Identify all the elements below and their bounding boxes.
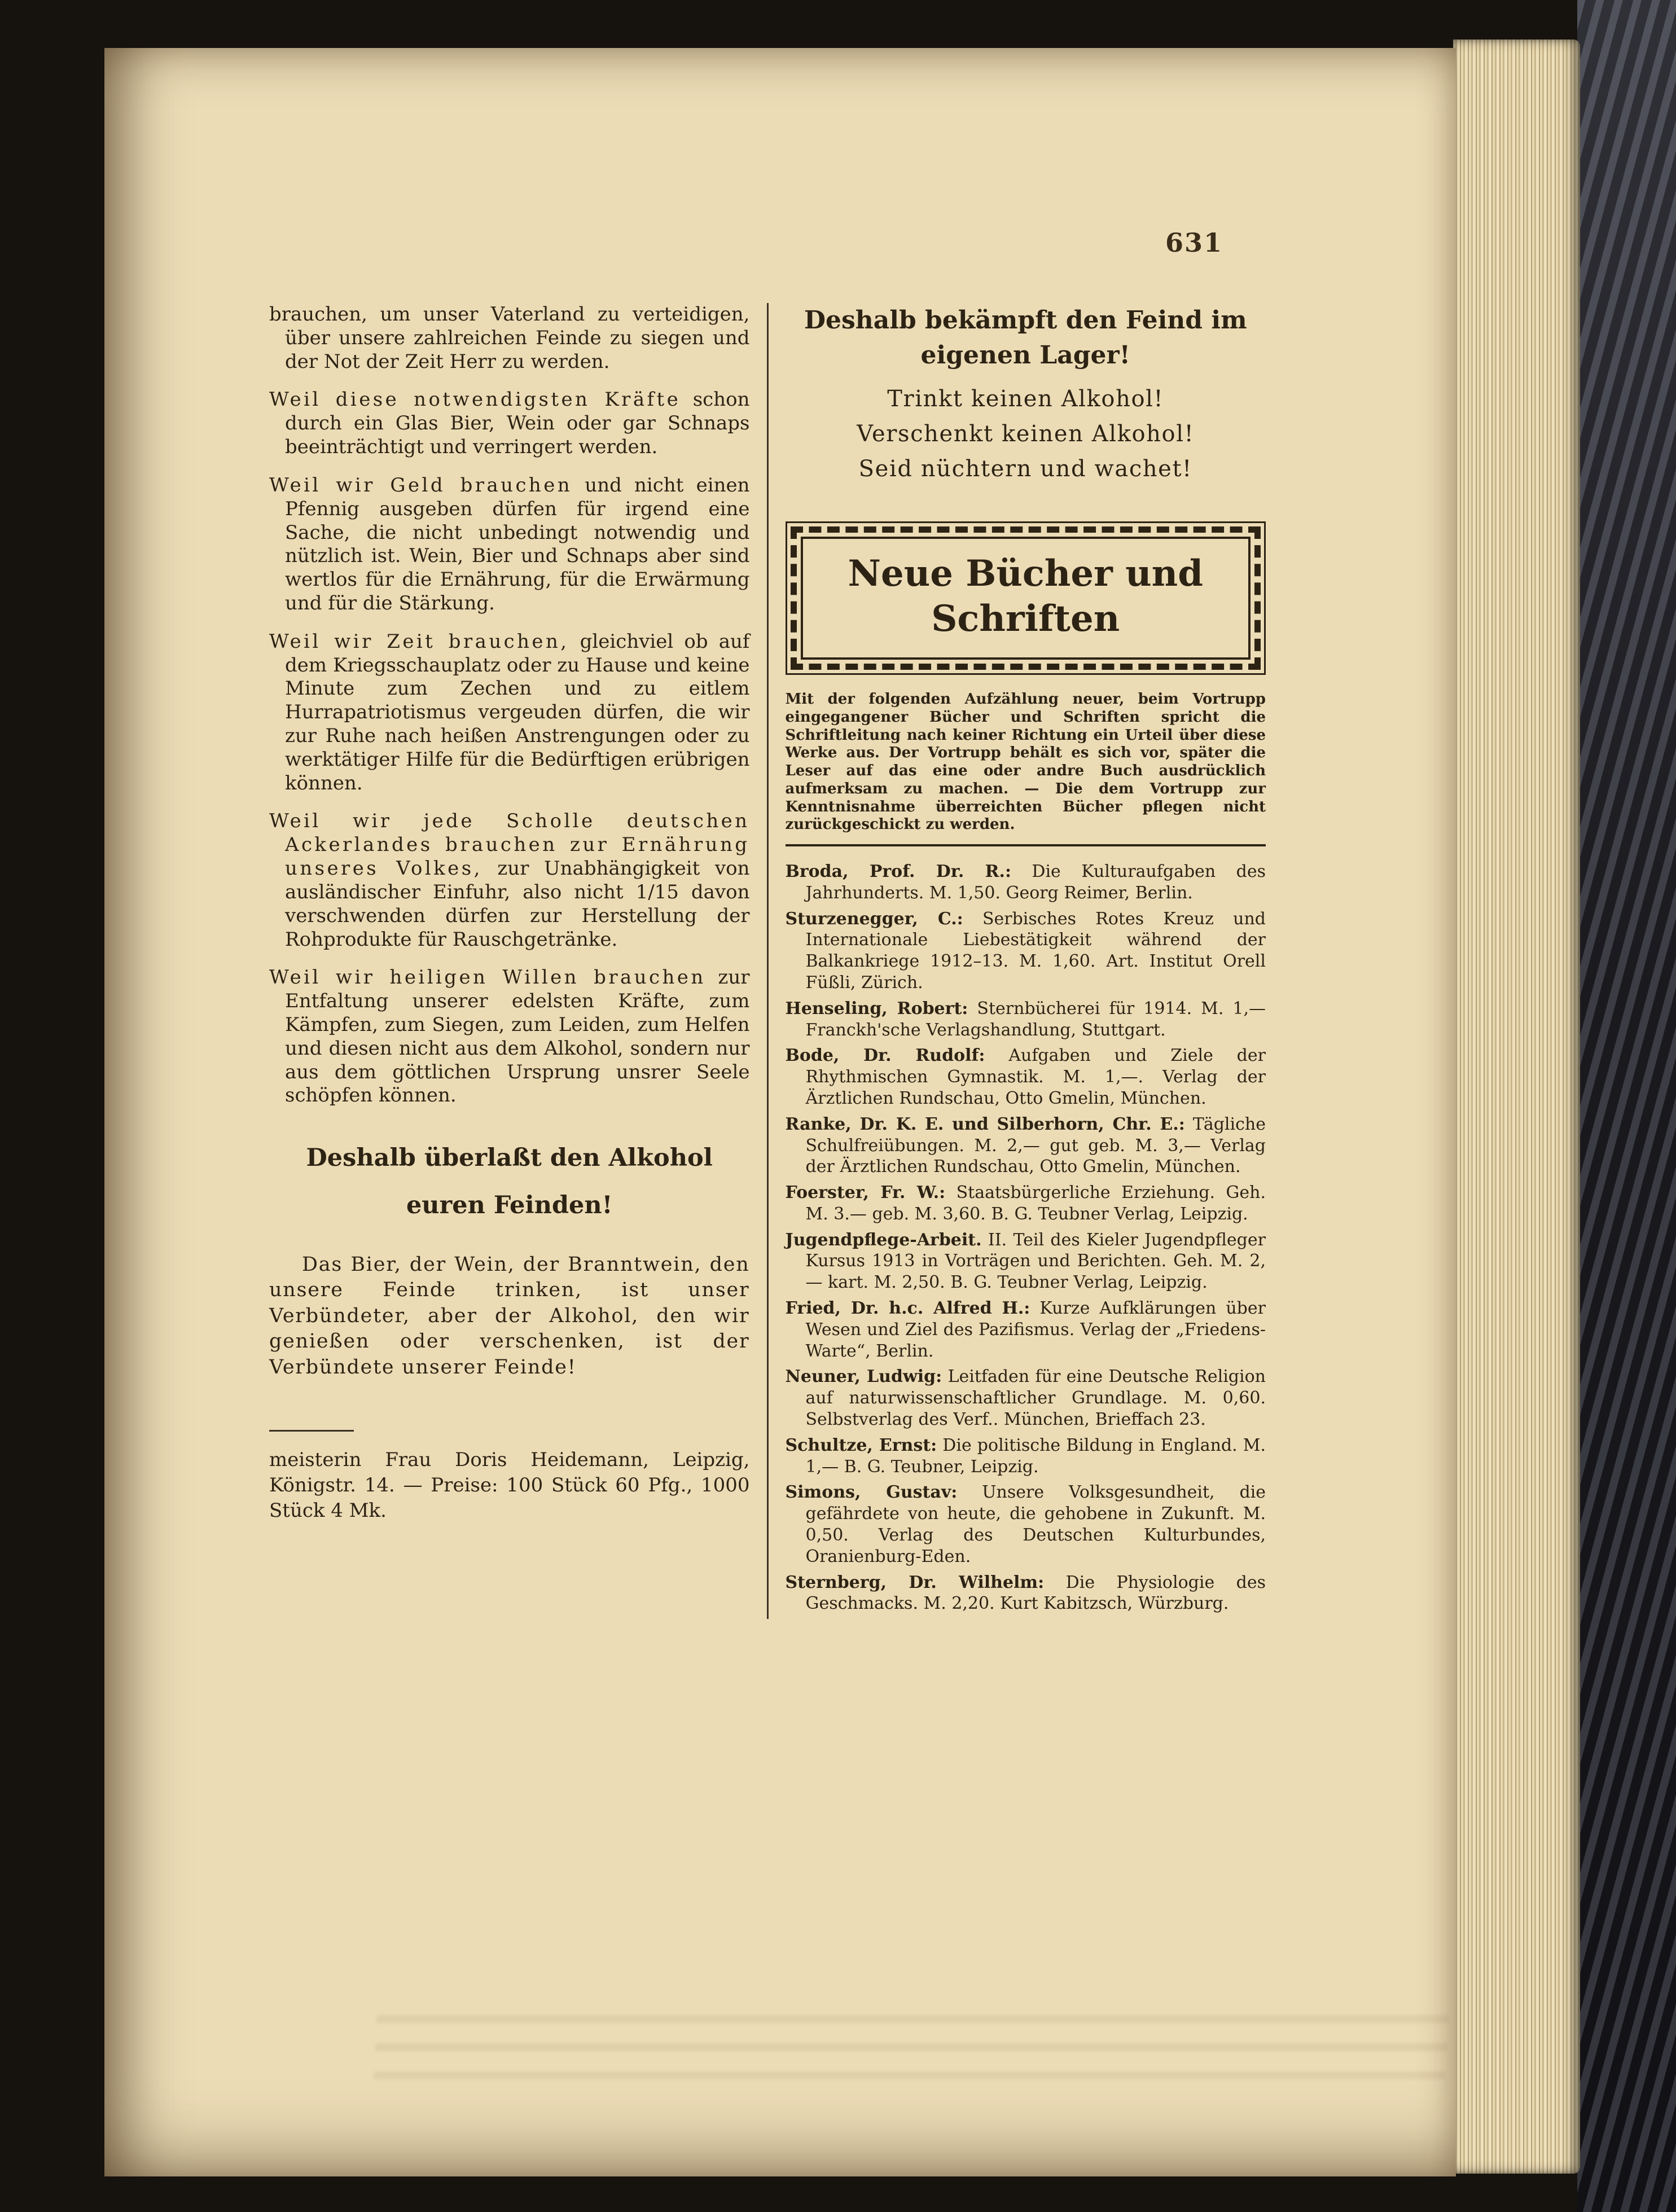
paragraph-text: schon durch ein Glas Bier, Wein oder gar Schnaps beeinträchtigt und verringert werden.	[285, 388, 750, 459]
new-books-title-line1: Neue Bücher und	[848, 552, 1203, 595]
entry-text: Serbisches Rotes Kreuz und Internationale Liebestätigkeit während der Balkankriege 1912–13. M. 1,60. Art. Institut Orell Füßli, Zürich.	[805, 908, 1266, 993]
bibliography-entry	[786, 1572, 1266, 1615]
new-books-box	[786, 521, 1266, 675]
paragraph-text: gleichviel ob auf dem Kriegsschauplatz oder zu Hause und keine Minute zum Zechen und zu eitlem Hurrapatriotismus vergeuden dürfen, die wir zur Ruhe nach heißen Anstrengungen oder zu werktätiger Hilfe für die Bedürftigen erübrigen können.	[285, 630, 750, 795]
entry-author: Neuner, Ludwig:	[785, 1367, 942, 1387]
entry-text: Unsere Volksgesundheit, die gefährdete von heute, die gehobene in Zukunft. M. 0,50. Verlag des Deutschen Kulturbundes, Oranienburg-Eden.	[805, 1482, 1266, 1566]
paragraph-emphasis: Weil wir Geld brauchen	[269, 473, 573, 497]
paragraph	[269, 474, 750, 616]
entry-author: Simons, Gustav:	[785, 1482, 958, 1503]
slogan-heading: Deshalb bekämpft den Feind im eigenen Lager!	[804, 306, 1247, 370]
bibliography-entry	[786, 908, 1266, 994]
slogan: Trinkt keinen Alkohol!	[887, 386, 1164, 412]
entry-text: Die Physiologie des Geschmacks. M. 2,20. Kurt Kabitzsch, Würzburg.	[805, 1572, 1266, 1614]
bibliography-entry	[786, 1230, 1266, 1293]
entry-text: Kurze Aufklärungen über Wesen und Ziel des Pazifismus. Verlag der „Friedens-Warte“, Berlin.	[805, 1298, 1266, 1361]
bibliography-entry	[786, 1114, 1266, 1178]
bibliography-entry	[786, 861, 1266, 904]
slogan: Seid nüchtern und wachet!	[858, 456, 1192, 482]
left-column	[269, 303, 750, 1619]
paragraph	[269, 810, 750, 951]
paragraph	[269, 388, 750, 459]
paragraph-text: zur Entfaltung unserer edelsten Kräfte, zum Kämpfen, zum Siegen, zum Leiden, zum Helfen und diesen nicht aus dem Alkohol, sondern nur aus dem göttlichen Ursprung unsrer Seele schöpfen können.	[285, 966, 750, 1107]
slogan-list	[786, 381, 1266, 486]
column-divider	[767, 303, 769, 1619]
editorial-note: Mit der folgenden Aufzählung neuer, beim Vortrupp eingegangener Bücher und Schriften spricht die Schriftleitung nach keiner Richtung ein Urteil über diese Werke aus. Der Vortrupp behält es sich vor, später die Leser auf das eine oder andre Buch ausdrücklich aufmerksam zu machen. — Die dem Vortrupp zur Kenntnisnahme überreichten Bücher pflegen nicht zurückgeschickt zu werden.	[786, 691, 1266, 846]
entry-text: Sternbücherei für 1914. M. 1,— Franckh'sche Verlagshandlung, Stuttgart.	[805, 998, 1266, 1040]
entry-text: Die politische Bildung in England. M. 1,— B. G. Teubner, Leipzig.	[805, 1435, 1266, 1477]
bibliography-entry	[786, 998, 1266, 1041]
section-heading: Deshalb überlaßt den Alkohol euren Feinden!	[306, 1144, 713, 1220]
bibliography-entry	[786, 1366, 1266, 1430]
bibliography-entry	[786, 1482, 1266, 1567]
slogan: Verschenkt keinen Alkohol!	[857, 421, 1195, 447]
bibliography-entry	[786, 1298, 1266, 1362]
entry-author: Broda, Prof. Dr. R.:	[785, 861, 1012, 881]
book-cover	[1577, 0, 1676, 2212]
entry-text: Leitfaden für eine Deutsche Religion auf naturwissenschaftlicher Grundlage. M. 0,60. Selbstverlag des Verf.. München, Brieffach 23.	[805, 1367, 1266, 1430]
paragraph-text: brauchen, um unser Vaterland zu verteidigen, über unsere zahlreichen Feinde zu siegen und der Not der Zeit Herr zu werden.	[269, 303, 750, 373]
paragraph-emphasis: Weil wir Zeit brauchen,	[269, 630, 569, 653]
paragraph	[269, 303, 750, 374]
paragraph-emphasis: Weil wir jede Scholle deutschen Ackerlandes brauchen zur Ernährung unseres Volkes,	[269, 810, 750, 880]
footnote: meisterin Frau Doris Heidemann, Leipzig, Königstr. 14. — Preise: 100 Stück 60 Pfg., 1000 Stück 4 Mk.	[269, 1449, 750, 1522]
bibliography-list	[786, 861, 1266, 1614]
entry-author: Henseling, Robert:	[785, 998, 968, 1019]
text-columns	[269, 303, 1266, 1619]
page-number: 631	[1165, 227, 1223, 258]
entry-author: Sturzenegger, C.:	[785, 908, 963, 929]
entry-author: Schultze, Ernst:	[785, 1435, 937, 1455]
footnote-rule	[269, 1430, 354, 1432]
paragraph	[269, 630, 750, 796]
paragraph-text: zur Unabhängigkeit von ausländischer Einfuhr, also nicht 1/15 davon verschwenden dürfen zur Herstellung der Rohprodukte für Rauschgetränke.	[285, 857, 750, 951]
closing-paragraph: Das Bier, der Wein, der Branntwein, den unsere Feinde trinken, ist unser Verbündeter, aber der Alkohol, den wir genießen oder verschenken, ist der Verbündete unserer Feinde!	[269, 1253, 750, 1379]
entry-author: Bode, Dr. Rudolf:	[785, 1046, 985, 1066]
entry-author: Fried, Dr. h.c. Alfred H.:	[785, 1298, 1030, 1319]
paragraph-emphasis: Weil diese notwendigsten Kräfte	[269, 388, 681, 411]
bibliography-entry	[786, 1435, 1266, 1478]
page-edges	[1453, 40, 1580, 2174]
entry-text: Staatsbürgerliche Erziehung. Geh. M. 3.— geb. M. 3,60. B. G. Teubner Verlag, Leipzig.	[805, 1183, 1266, 1224]
bibliography-entry	[786, 1182, 1266, 1225]
show-through-text	[374, 2006, 1450, 2079]
entry-text: II. Teil des Kieler Jugendpfleger Kursus 1913 in Vorträgen und Berichten. Geh. M. 2,— kart. M. 2,50. B. G. Teubner Verlag, Leipzig.	[805, 1230, 1266, 1293]
bibliography-entry	[786, 1045, 1266, 1109]
entry-author: Ranke, Dr. K. E. und Silberhorn, Chr. E.:	[785, 1114, 1185, 1134]
entry-text: Tägliche Schulfreiübungen. M. 2,— gut geb. M. 3,— Verlag der Ärztlichen Rundschau, Otto Gmelin, München.	[805, 1114, 1266, 1177]
paragraph-emphasis: Weil wir heiligen Willen brauchen	[269, 966, 706, 989]
new-books-title	[809, 551, 1243, 642]
paragraph	[269, 966, 750, 1108]
entry-text: Die Kulturaufgaben des Jahrhunderts. M. 1,50. Georg Reimer, Berlin.	[805, 861, 1266, 903]
new-books-box-inner	[801, 537, 1251, 660]
entry-author: Foerster, Fr. W.:	[785, 1183, 946, 1203]
entry-text: Aufgaben und Ziele der Rhythmischen Gymnastik. M. 1,—. Verlag der Ärztlichen Rundschau, Otto Gmelin, München.	[805, 1046, 1266, 1108]
paragraph-text: und nicht einen Pfennig ausgeben dürfen für irgend eine Sache, die nicht unbedingt notwendig und nützlich ist. Wein, Bier und Schnaps aber sind wertlos für die Ernährung, für die Erwärmung und für die Stärkung.	[285, 473, 750, 615]
right-column	[786, 303, 1266, 1619]
book-page	[104, 48, 1456, 2176]
entry-author: Jugendpflege-Arbeit.	[785, 1230, 982, 1250]
new-books-box-frame	[791, 526, 1261, 670]
new-books-title-line2: Schriften	[931, 598, 1120, 640]
entry-author: Sternberg, Dr. Wilhelm:	[785, 1572, 1045, 1592]
